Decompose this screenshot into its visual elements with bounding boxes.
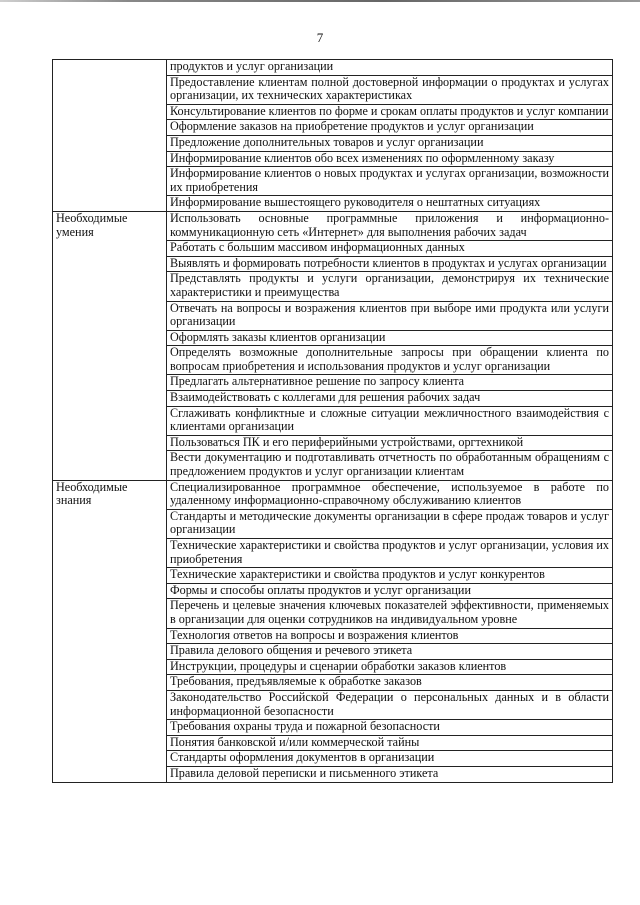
table-cell: Перечень и целевые значения ключевых показателей эффективности, применяемых в организации для оценки сотрудников на индивидуальном уровне: [167, 599, 613, 628]
table-cell: Информирование вышестоящего руководителя о нештатных ситуациях: [167, 196, 613, 212]
table-cell: Вести документацию и подготавливать отчетность по обработанным обращениям с предложением продуктов и услуг организации клиентам: [167, 451, 613, 480]
table-cell: Требования охраны труда и пожарной безопасности: [167, 720, 613, 736]
section-category: Необходимые умения: [53, 211, 167, 480]
table-cell: Законодательство Российской Федерации о персональных данных и в области информационной безопасности: [167, 690, 613, 719]
table-cell: Информирование клиентов о новых продуктах и услугах организации, возможности их приобретения: [167, 167, 613, 196]
table-cell: Отвечать на вопросы и возражения клиентов при выборе ими продукта или услуги организации: [167, 301, 613, 330]
scan-edge-line: [0, 0, 640, 2]
table-cell: Технические характеристики и свойства продуктов и услуг организации, условия их приобретения: [167, 539, 613, 568]
table-cell: Технология ответов на вопросы и возражения клиентов: [167, 628, 613, 644]
table-cell: Предоставление клиентам полной достоверной информации о продуктах и услугах организации, их технических характеристиках: [167, 75, 613, 104]
table-cell: Предлагать альтернативное решение по запросу клиента: [167, 375, 613, 391]
table-cell: Оформлять заказы клиентов организации: [167, 330, 613, 346]
table-cell: Выявлять и формировать потребности клиентов в продуктах и услугах организации: [167, 256, 613, 272]
table-cell: Требования, предъявляемые к обработке заказов: [167, 675, 613, 691]
table-cell: Правила деловой переписки и письменного этикета: [167, 766, 613, 782]
table-cell: Стандарты и методические документы организации в сфере продаж товаров и услуг организации: [167, 509, 613, 538]
table-cell: Предложение дополнительных товаров и услуг организации: [167, 135, 613, 151]
table-cell: Инструкции, процедуры и сценарии обработки заказов клиентов: [167, 659, 613, 675]
table-cell: Информирование клиентов обо всех изменениях по оформленному заказу: [167, 151, 613, 167]
table-cell: Стандарты оформления документов в организации: [167, 751, 613, 767]
table-cell: Консультирование клиентов по форме и срокам оплаты продуктов и услуг компании: [167, 104, 613, 120]
table-cell: Пользоваться ПК и его периферийными устройствами, оргтехникой: [167, 435, 613, 451]
table-cell: Сглаживать конфликтные и сложные ситуации межличностного взаимодействия с клиентами организации: [167, 406, 613, 435]
table-row: [53, 211, 613, 240]
table-cell: Правила делового общения и речевого этикета: [167, 644, 613, 660]
table-cell: Технические характеристики и свойства продуктов и услуг конкурентов: [167, 568, 613, 584]
table-cell: Взаимодействовать с коллегами для решения рабочих задач: [167, 391, 613, 407]
table-cell: Определять возможные дополнительные запросы при обращении клиента по вопросам приобретения и использования продуктов и услуг организации: [167, 346, 613, 375]
table-cell: Специализированное программное обеспечение, используемое в работе по удаленному информационно-справочному обслуживанию клиентов: [167, 480, 613, 509]
requirements-table: [52, 59, 613, 783]
table-row: [53, 480, 613, 509]
section-category: [53, 60, 167, 212]
table-cell: Оформление заказов на приобретение продуктов и услуг организации: [167, 120, 613, 136]
table-row: [53, 60, 613, 76]
section-category: Необходимые знания: [53, 480, 167, 782]
page-number: 7: [316, 30, 324, 45]
table-cell: Работать с большим массивом информационных данных: [167, 241, 613, 257]
table-cell: продуктов и услуг организации: [167, 60, 613, 76]
table-cell: Формы и способы оплаты продуктов и услуг организации: [167, 583, 613, 599]
table-cell: Представлять продукты и услуги организации, демонстрируя их технические характеристики и преимущества: [167, 272, 613, 301]
table-cell: Использовать основные программные приложения и информационно-коммуникационную сеть «Интернет» для выполнения рабочих задач: [167, 211, 613, 240]
table-cell: Понятия банковской и/или коммерческой тайны: [167, 735, 613, 751]
